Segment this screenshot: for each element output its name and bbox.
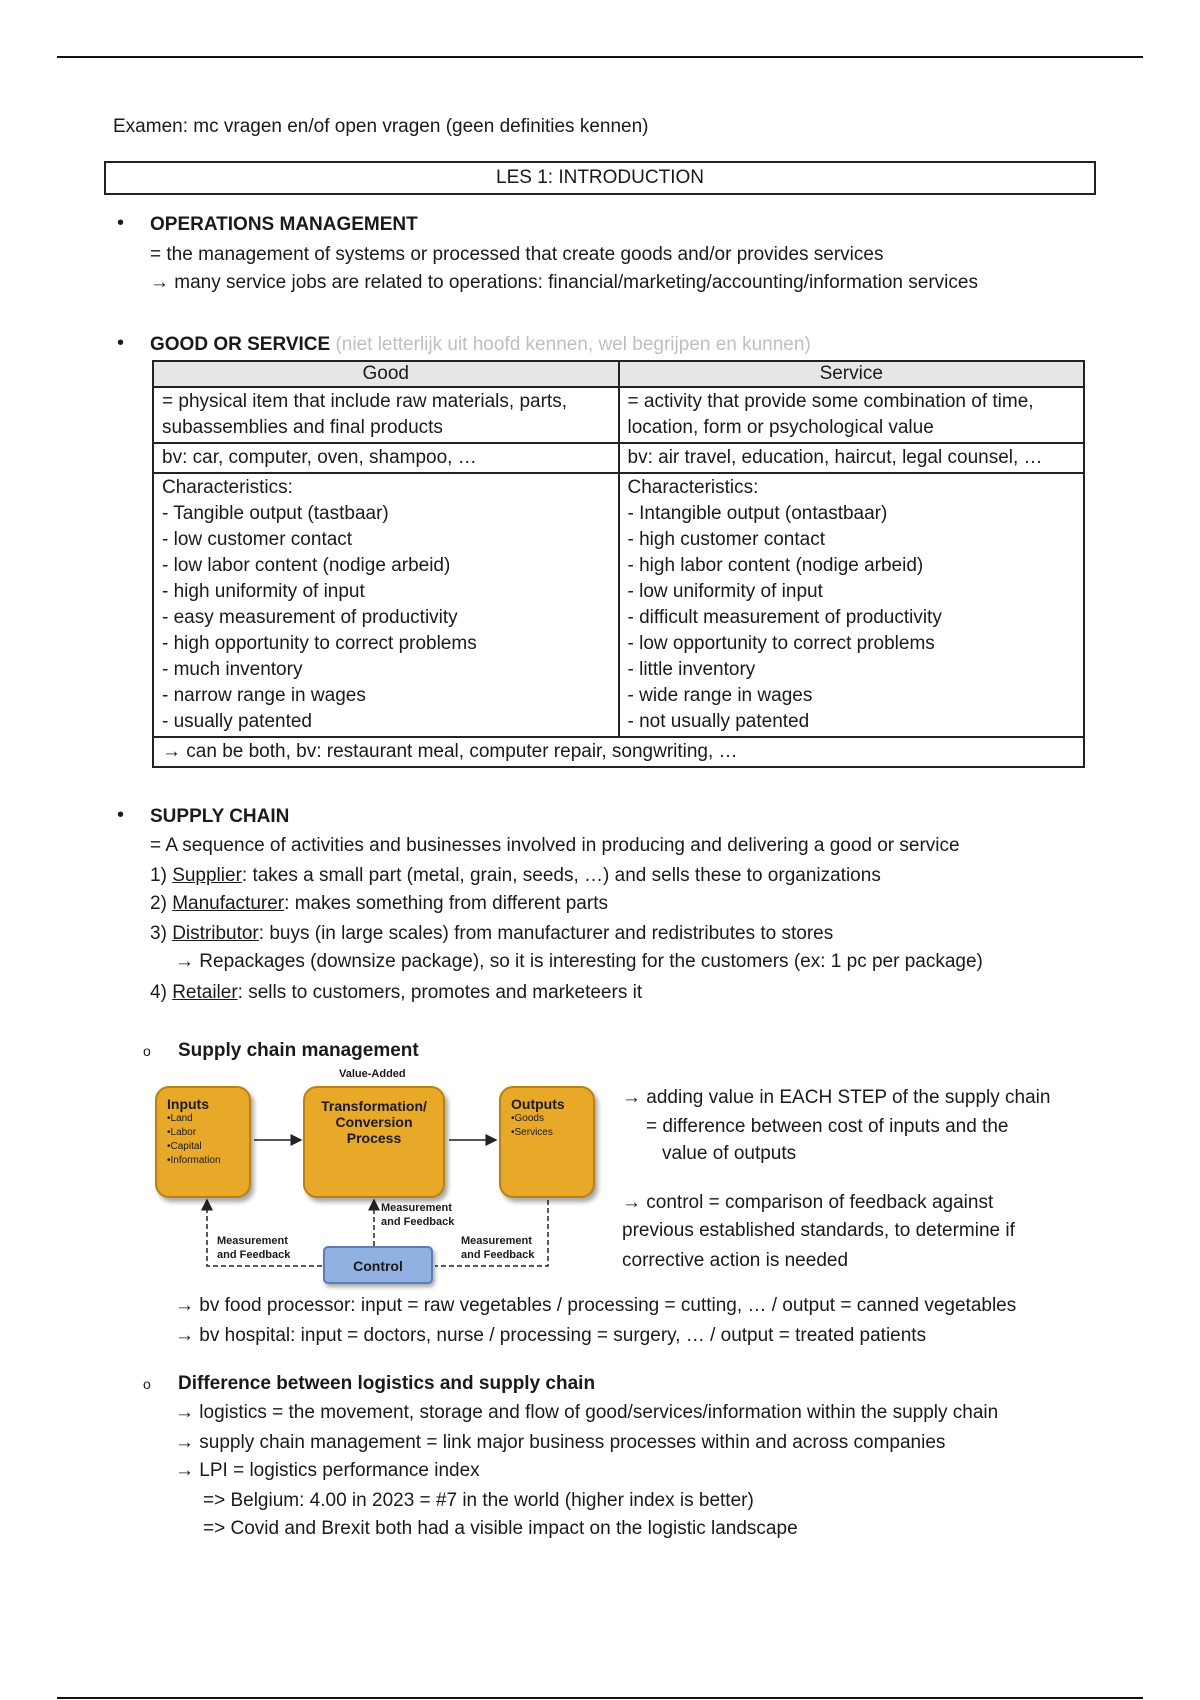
item-text: : buys (in large scales) from manufacturer and redistributes to stores [258,923,834,944]
item-term: Supplier [172,865,242,886]
service-example-cell: bv: air travel, education, haircut, legal counsel, … [619,443,1085,473]
transformation-box [303,1086,445,1198]
value-added-label: Value-Added [339,1068,406,1080]
service-characteristics-cell [619,473,1085,737]
table-row [153,443,1084,473]
table-row [153,387,1084,443]
supply-chain-title: SUPPLY CHAIN [150,806,290,827]
service-def-line: location, form or psychological value [627,417,934,438]
logistics-line: => Belgium: 4.00 in 2023 = #7 in the world (higher index is better) [203,1490,754,1511]
good-characteristics-cell [153,473,619,737]
service-char: - Intangible output (ontastbaar) [627,503,888,524]
service-char: - little inventory [627,659,756,680]
good-char: - Tangible output (tastbaar) [162,503,389,524]
col-good-header: Good [153,361,619,387]
circle-bullet-icon: o [143,1043,151,1059]
bullet-icon: • [117,212,125,234]
feedback-text: and Feedback [381,1216,455,1228]
scm-side-note: corrective action is needed [622,1250,849,1271]
supply-chain-diagram [143,1068,613,1284]
good-char: Characteristics: [162,477,293,498]
scm-title: Supply chain management [178,1040,419,1061]
item-number: 1) [150,865,173,886]
inputs-item: •Land [167,1113,193,1124]
service-char: Characteristics: [627,477,759,498]
good-service-title: GOOD OR SERVICE [150,334,331,355]
good-example-cell: bv: car, computer, oven, shampoo, … [153,443,619,473]
feedback-label-right [461,1234,534,1262]
transform-title-line: Process [346,1130,402,1146]
operations-title: OPERATIONS MANAGEMENT [150,214,418,235]
item-text: : sells to customers, promotes and marketeers it [237,982,643,1003]
item-number: 2) [150,893,173,914]
feedback-text: Measurement [217,1235,288,1247]
good-char: - high uniformity of input [162,581,365,602]
col-service-header: Service [619,361,1085,387]
table-header-row [153,361,1084,387]
logistics-line: → logistics = the movement, storage and flow of good/services/information within the supply chain [175,1402,999,1423]
supply-chain-item [150,982,642,1004]
supply-chain-item [150,865,881,887]
inputs-title: Inputs [167,1096,209,1112]
scm-side-note: → control = comparison of feedback against [622,1192,994,1213]
good-char: - low customer contact [162,529,353,550]
scm-side-note: = difference between cost of inputs and the [646,1116,1009,1137]
item-term: Retailer [172,982,238,1003]
circle-bullet-icon: o [143,1376,151,1392]
service-char: - high labor content (nodige arbeid) [627,555,924,576]
scm-example: → bv hospital: input = doctors, nurse / processing = surgery, … / output = treated patients [175,1325,927,1346]
operations-arrow-note: → many service jobs are related to operations: financial/marketing/accounting/information services [150,272,978,293]
bottom-rule [57,1697,1143,1699]
service-char: - not usually patented [627,711,810,732]
logistics-line: → supply chain management = link major business processes within and across companies [175,1432,946,1453]
service-char: - high customer contact [627,529,825,550]
transform-title-line: Conversion [335,1114,413,1130]
good-service-note: (niet letterlijk uit hoofd kennen, wel begrijpen en kunnen) [335,334,811,355]
outputs-item: •Goods [511,1113,544,1124]
good-char: - narrow range in wages [162,685,366,706]
control-box: Control [323,1246,433,1284]
good-def-line: subassemblies and final products [162,417,443,438]
inputs-item: •Capital [167,1141,202,1152]
logistics-line: => Covid and Brexit both had a visible impact on the logistic landscape [203,1518,798,1539]
scm-example: → bv food processor: input = raw vegetables / processing = cutting, … / output = canned vegetables [175,1295,1017,1316]
bullet-icon: • [117,804,125,826]
top-rule [57,56,1143,58]
operations-definition: = the management of systems or processed that create goods and/or provides services [150,244,884,265]
scm-side-note: value of outputs [662,1143,797,1164]
good-definition-cell [153,387,619,443]
feedback-text: and Feedback [217,1249,291,1261]
transform-title-line: Transformation/ [321,1098,427,1114]
service-def-line: = activity that provide some combination of time, [627,391,1034,412]
good-char: - usually patented [162,711,312,732]
service-char: - difficult measurement of productivity [627,607,942,628]
feedback-label-mid [381,1201,454,1229]
feedback-label-left [217,1234,290,1262]
item-term: Manufacturer [172,893,285,914]
supply-chain-item [150,893,608,915]
service-definition-cell [619,387,1085,443]
good-char: - much inventory [162,659,303,680]
outputs-box [499,1086,595,1198]
scm-side-note: previous established standards, to determine if [622,1220,1015,1241]
item-term: Distributor [172,923,259,944]
inputs-item: •Labor [167,1127,197,1138]
table-row [153,737,1084,767]
service-char: - low uniformity of input [627,581,823,602]
outputs-item: •Services [511,1127,553,1138]
item-text: : takes a small part (metal, grain, seeds, …) and sells these to organizations [241,865,881,886]
logistics-title: Difference between logistics and supply chain [178,1373,596,1394]
good-char: - high opportunity to correct problems [162,633,477,654]
good-char: - easy measurement of productivity [162,607,458,628]
item-number: 4) [150,982,173,1003]
good-service-heading [150,334,811,356]
bullet-icon: • [117,332,125,354]
supply-chain-item [150,923,833,945]
supply-chain-definition: = A sequence of activities and businesses involved in producing and delivering a good or service [150,835,960,856]
service-char: - wide range in wages [627,685,813,706]
logistics-line: → LPI = logistics performance index [175,1460,480,1481]
feedback-text: Measurement [461,1235,532,1247]
repackage-note: → Repackages (downsize package), so it is interesting for the customers (ex: 1 pc per package) [175,951,983,972]
item-number: 3) [150,923,173,944]
item-text: : makes something from different parts [284,893,608,914]
good-def-line: = physical item that include raw materials, parts, [162,391,567,412]
feedback-text: and Feedback [461,1249,535,1261]
both-cell: → can be both, bv: restaurant meal, computer repair, songwriting, … [153,737,1084,767]
good-char: - low labor content (nodige arbeid) [162,555,451,576]
service-char: - low opportunity to correct problems [627,633,935,654]
good-service-table [152,360,1085,768]
scm-side-note: → adding value in EACH STEP of the supply chain [622,1087,1051,1108]
table-row [153,473,1084,737]
exam-note: Examen: mc vragen en/of open vragen (geen definities kennen) [113,116,649,137]
lesson-title-box: LES 1: INTRODUCTION [104,161,1096,195]
outputs-title: Outputs [511,1096,565,1112]
inputs-box [155,1086,251,1198]
feedback-text: Measurement [381,1202,452,1214]
inputs-item: •Information [167,1155,221,1166]
